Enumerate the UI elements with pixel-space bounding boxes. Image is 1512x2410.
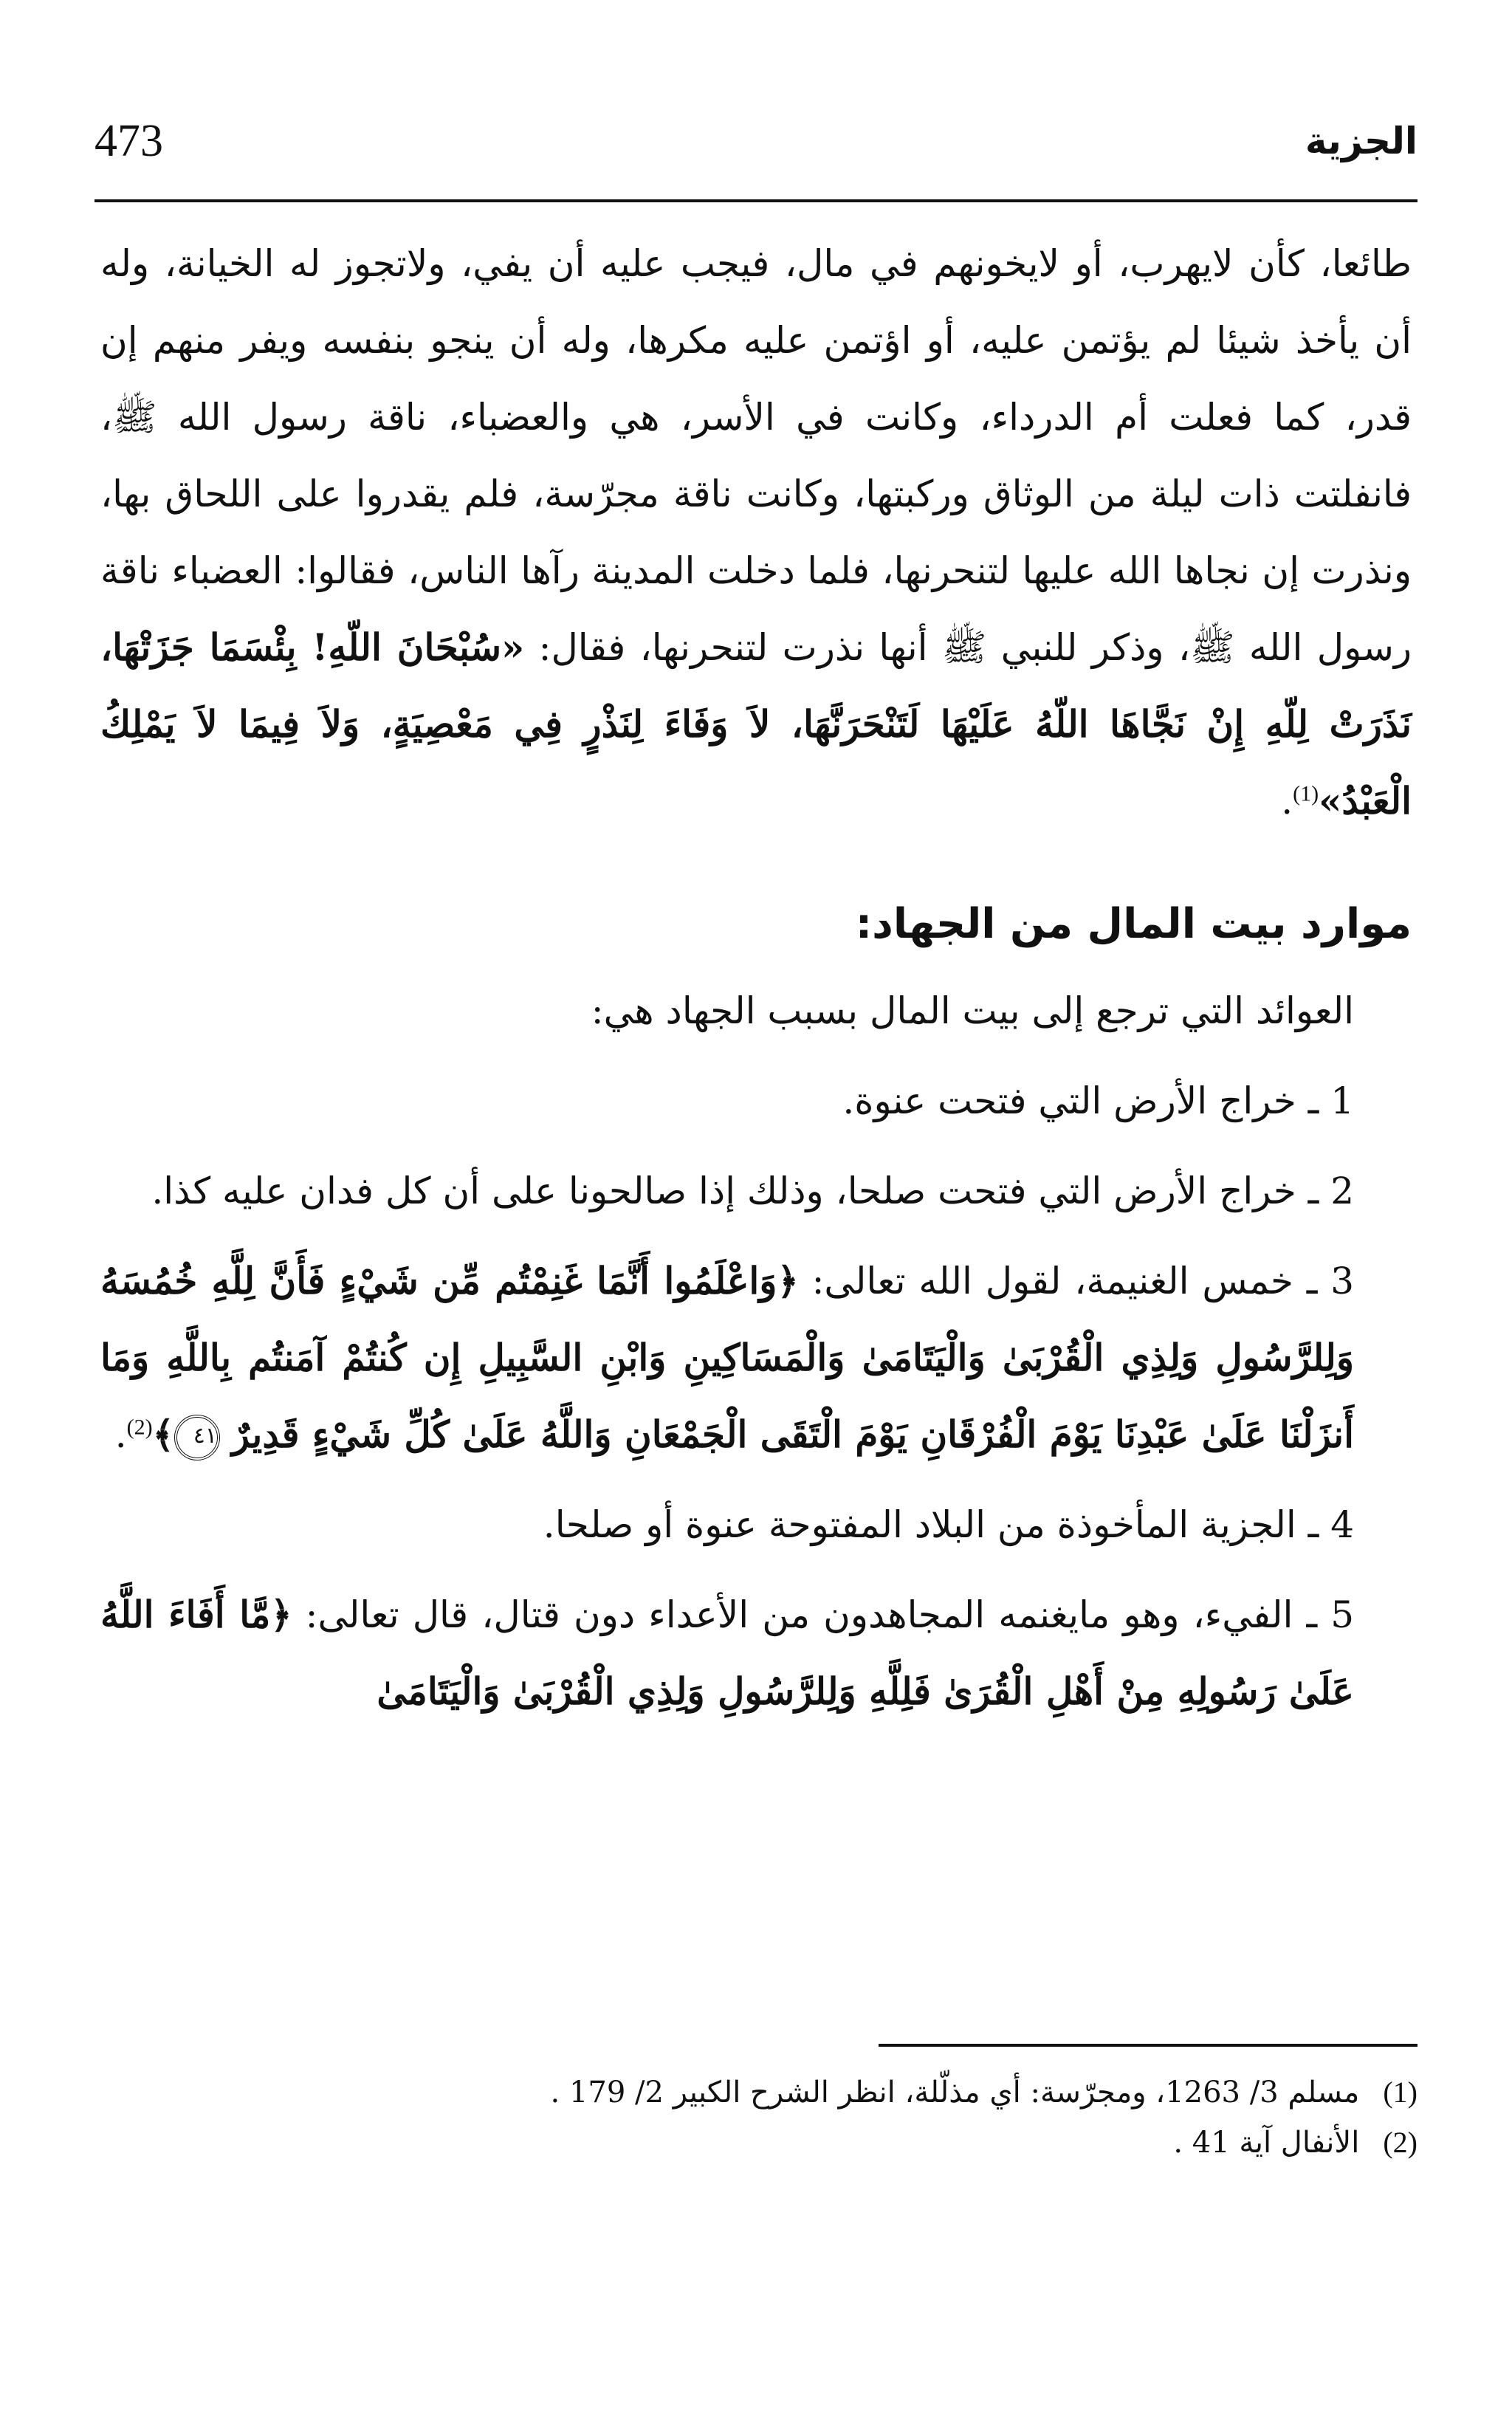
footnote-number: (2) (1383, 2126, 1418, 2159)
list-item-1: 1 ـ خراج الأرض التي فتحت عنوة. (842, 1079, 1354, 1122)
footnote-ref-1[interactable]: (1) (1293, 781, 1319, 806)
running-title: الجزية (1305, 120, 1418, 162)
hadith-quote: «سُبْحَانَ اللّهِ! بِئْسَمَا جَزَتْهَا، نَذَرَتْ لِلّهِ إِنْ نَجَّاهَا اللّهُ عَلَيْهَا لَتَنْحَرَنَّهَا، لاَ وَفَاءَ لِنَذْرٍ فِي مَعْصِيَةٍ، وَلاَ فِيمَا لاَ يَمْلِكُ الْعَبْدُ» (100, 625, 1412, 823)
footnote-ref-2[interactable]: (2) (126, 1415, 153, 1440)
main-content (100, 225, 1412, 1730)
list-item-3-end: . (114, 1413, 127, 1456)
quran-verse-hashr: ﴿مَّا أَفَاءَ اللَّهُ عَلَىٰ رَسُولِهِ مِنْ أَهْلِ الْقُرَىٰ فَلِلَّهِ وَلِلرَّسُولِ وَلِذِي الْقُرْبَىٰ وَالْيَتَامَىٰ (100, 1593, 1354, 1713)
list-item-3-text: 3 ـ خمس الغنيمة، لقول الله تعالى: (798, 1260, 1354, 1302)
section-heading: موارد بيت المال من الجهاد: (855, 900, 1412, 948)
paragraph-end: . (1281, 780, 1293, 823)
list-item-4: 4 ـ الجزية المأخوذة من البلاد المفتوحة عنوة أو صلحا. (543, 1503, 1354, 1546)
footnote-number: (1) (1383, 2076, 1418, 2109)
footnote-2 (94, 2118, 1418, 2168)
list-item-3 (100, 1243, 1412, 1473)
list-item-5-text: 5 ـ الفيء، وهو مايغنمه المجاهدون من الأعداء دون قتال، قال تعالى: (292, 1593, 1354, 1636)
quran-close-bracket: ﴾ (152, 1412, 174, 1456)
quran-verse-anfal: ﴿وَاعْلَمُوا أَنَّمَا غَنِمْتُم مِّن شَيْءٍ فَأَنَّ لِلَّهِ خُمُسَهُ وَلِلرَّسُولِ وَلِذِي الْقُرْبَىٰ وَالْيَتَامَىٰ وَالْمَسَاكِينِ وَابْنِ السَّبِيلِ إِن كُنتُمْ آمَنتُم بِاللَّهِ وَمَا أَنزَلْنَا عَلَىٰ عَبْدِنَا يَوْمَ الْفُرْقَانِ يَوْمَ الْتَقَى الْجَمْعَانِ وَاللَّهُ عَلَىٰ كُلِّ شَيْءٍ قَدِيرٌ (100, 1259, 1354, 1456)
page-header (94, 111, 1418, 192)
ayah-number-marker: ٤١ (174, 1415, 220, 1460)
footnotes (94, 2067, 1418, 2168)
paragraph-text: طائعا، كأن لايهرب، أو لايخونهم في مال، فيجب عليه أن يفي، ولاتجوز له الخيانة، وله أن يأخذ شيئا لم يؤتمن عليه، أو اؤتمن عليه مكرها، وله أن ينجو بنفسه ويفر منهم إن قدر، كما فعلت أم الدرداء، وكانت في الأسر، هي والعضباء، ناقة رسول الله ﷺ، فانفلتت ذات ليلة من الوثاق وركبتها، وكانت ناقة مجرّسة، فلم يقدروا على اللحاق بها، ونذرت إن نجاها الله عليها لتنحرنها، فلما دخلت المدينة رآها الناس، فقالوا: العضباء ناقة رسول الله ﷺ، وذكر للنبي ﷺ أنها نذرت لتنحرنها، فقال: (100, 242, 1412, 669)
footnote-1 (94, 2067, 1418, 2118)
page-number: 473 (94, 116, 163, 166)
list-item-2: 2 ـ خراج الأرض التي فتحت صلحا، وذلك إذا صالحونا على أن كل فدان عليه كذا. (151, 1170, 1354, 1212)
header-rule (94, 199, 1418, 202)
section-intro: العوائد التي ترجع إلى بيت المال بسبب الجهاد هي: (591, 989, 1354, 1032)
footnote-text: الأنفال آية 41 . (1173, 2126, 1360, 2160)
list-item-5 (100, 1576, 1412, 1730)
paragraph-hadith (100, 225, 1412, 840)
footnote-text: مسلم 3/ 1263، ومجرّسة: أي مذلّلة، انظر الشرح الكبير 2/ 179 . (550, 2076, 1360, 2109)
footnote-rule (879, 2044, 1418, 2047)
